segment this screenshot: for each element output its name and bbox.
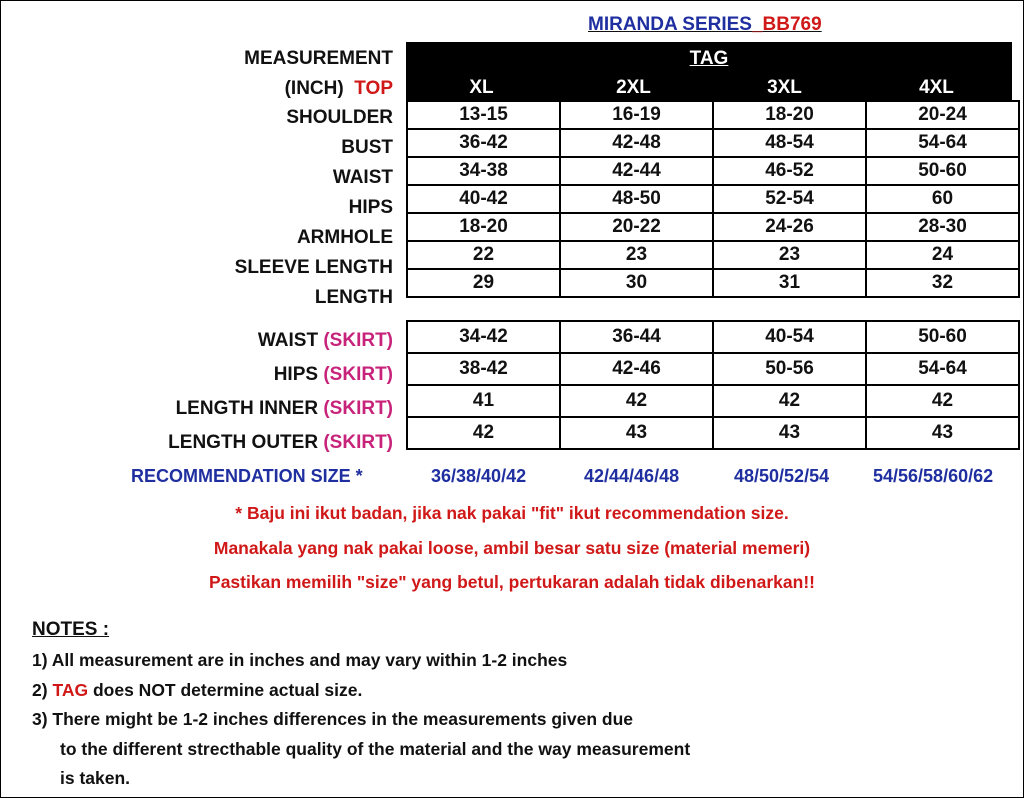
row-label: WAIST	[332, 167, 393, 188]
skirt-suffix: (SKIRT)	[323, 364, 393, 385]
table-row	[407, 129, 1019, 157]
size-xl: XL	[469, 77, 494, 98]
table-cell: 48-54	[713, 129, 866, 157]
table-cell: 41	[407, 385, 560, 417]
note-3-line-1: 3) There might be 1-2 inches differences in the measurements given due	[32, 709, 634, 729]
size-2xl: 2XL	[616, 77, 651, 98]
table-cell: 28-30	[866, 213, 1019, 241]
table-cell: 36-42	[407, 129, 560, 157]
table-cell: 52-54	[713, 185, 866, 213]
table-row	[407, 385, 1019, 417]
size-3xl: 3XL	[767, 77, 802, 98]
table-cell: 34-38	[407, 157, 560, 185]
no-exchange-message: Pastikan memilih "size" yang betul, pertukaran adalah tidak dibenarkan!!	[209, 572, 815, 592]
table-cell: 29	[407, 269, 560, 297]
series-title	[588, 14, 822, 36]
table-cell: 43	[713, 417, 866, 449]
table-cell: 24	[866, 241, 1019, 269]
skirt-suffix: (SKIRT)	[323, 432, 393, 453]
recommendation-xl: 36/38/40/42	[431, 466, 527, 486]
table-cell: 42	[407, 417, 560, 449]
skirt-row-label	[100, 364, 393, 386]
table-cell: 50-56	[713, 353, 866, 385]
unit-text: (INCH)	[284, 78, 344, 99]
skirt-row-label	[100, 432, 393, 454]
table-cell: 42-44	[560, 157, 713, 185]
loose-message: Manakala yang nak pakai loose, ambil besar satu size (material memeri)	[213, 538, 811, 558]
table-cell: 20-22	[560, 213, 713, 241]
recommendation-3xl: 48/50/52/54	[734, 466, 830, 486]
table-cell: 40-54	[713, 321, 866, 353]
table-cell: 54-64	[866, 353, 1019, 385]
row-label: BUST	[341, 137, 393, 158]
table-cell: 24-26	[713, 213, 866, 241]
table-row	[407, 241, 1019, 269]
note-2-text: does NOT determine actual size.	[92, 680, 363, 700]
table-cell: 42	[560, 385, 713, 417]
recommendation-2xl: 42/44/46/48	[584, 466, 680, 486]
table-cell: 38-42	[407, 353, 560, 385]
skirt-suffix: (SKIRT)	[323, 398, 393, 419]
table-cell: 42-48	[560, 129, 713, 157]
recommendation-label: RECOMMENDATION SIZE *	[131, 466, 363, 486]
table-row	[407, 353, 1019, 385]
table-row	[407, 101, 1019, 129]
note-2	[32, 680, 362, 701]
fit-message: * Baju ini ikut badan, jika nak pakai "fit" ikut recommendation size.	[235, 503, 789, 523]
table-cell: 60	[866, 185, 1019, 213]
table-cell: 42	[713, 385, 866, 417]
table-cell: 18-20	[407, 213, 560, 241]
table-cell: 36-44	[560, 321, 713, 353]
table-cell: 34-42	[407, 321, 560, 353]
table-cell: 23	[560, 241, 713, 269]
table-cell: 20-24	[866, 101, 1019, 129]
table-cell: 31	[713, 269, 866, 297]
table-cell: 42	[866, 385, 1019, 417]
table-cell: 43	[866, 417, 1019, 449]
table-cell: 22	[407, 241, 560, 269]
skirt-row-label	[100, 398, 393, 420]
skirt-row-label	[100, 330, 393, 352]
size-4xl: 4XL	[919, 77, 954, 98]
table-cell: 54-64	[866, 129, 1019, 157]
skirt-label-text: LENGTH OUTER	[168, 432, 319, 453]
table-row	[407, 321, 1019, 353]
row-label: LENGTH	[314, 287, 393, 308]
table-cell: 50-60	[866, 157, 1019, 185]
size-header	[406, 42, 1012, 100]
notes-heading: NOTES :	[32, 619, 110, 640]
skirt-label-text: LENGTH INNER	[175, 398, 319, 419]
top-label: TOP	[354, 78, 393, 99]
row-label: SLEEVE LENGTH	[234, 257, 393, 278]
table-row	[407, 269, 1019, 297]
row-label: SHOULDER	[286, 107, 393, 128]
unit-label	[100, 78, 393, 100]
table-cell: 43	[560, 417, 713, 449]
table-row	[407, 417, 1019, 449]
table-cell: 23	[713, 241, 866, 269]
table-row	[407, 213, 1019, 241]
row-label: HIPS	[348, 197, 393, 218]
measurement-label: MEASUREMENT	[244, 48, 393, 69]
table-row	[407, 157, 1019, 185]
table-cell: 13-15	[407, 101, 560, 129]
skirt-suffix: (SKIRT)	[323, 330, 393, 351]
table-cell: 16-19	[560, 101, 713, 129]
table-cell: 40-42	[407, 185, 560, 213]
skirt-label-text: WAIST	[257, 330, 319, 351]
note-3-line-3: is taken.	[60, 768, 131, 788]
table-cell: 32	[866, 269, 1019, 297]
note-1: 1) All measurement are in inches and may vary within 1-2 inches	[32, 650, 568, 670]
skirt-measurement-table	[406, 320, 1020, 450]
tag-label: TAG	[689, 48, 729, 69]
table-cell: 46-52	[713, 157, 866, 185]
top-measurement-table	[406, 100, 1020, 298]
table-cell: 30	[560, 269, 713, 297]
table-cell: 18-20	[713, 101, 866, 129]
table-cell: 42-46	[560, 353, 713, 385]
series-name: MIRANDA SERIES	[588, 14, 752, 35]
note-3-line-2: to the different strecthable quality of the material and the way measurement	[60, 739, 691, 759]
note-2-prefix: 2)	[32, 680, 48, 700]
table-cell: 50-60	[866, 321, 1019, 353]
table-row	[407, 185, 1019, 213]
series-code: _BB769	[751, 14, 822, 35]
row-label: ARMHOLE	[296, 227, 393, 248]
skirt-label-text: HIPS	[273, 364, 319, 385]
note-2-tag: TAG	[52, 680, 89, 700]
table-cell: 48-50	[560, 185, 713, 213]
recommendation-4xl: 54/56/58/60/62	[873, 466, 994, 486]
